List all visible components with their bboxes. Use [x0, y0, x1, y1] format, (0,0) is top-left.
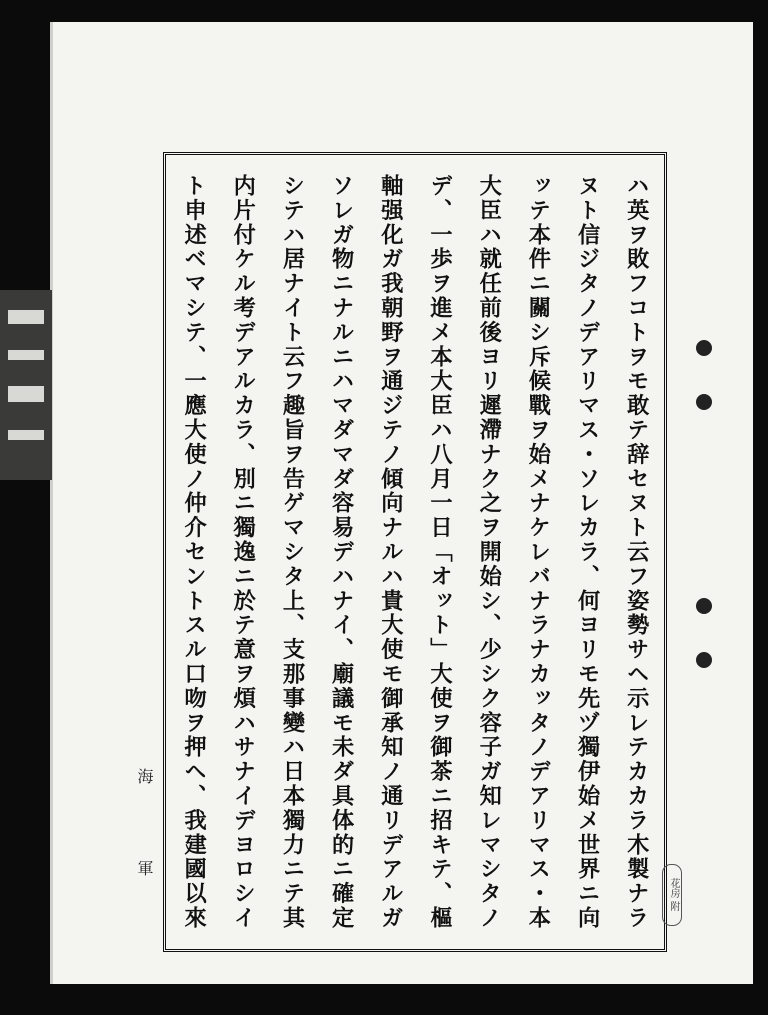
binding-hole-mark — [696, 394, 712, 410]
text-column-6: 軸强化ガ我朝野ヲ通ジテノ傾向ナルハ貴大使モ御承知ノ通リデアルガ — [377, 174, 404, 931]
text-column-10: ト申述ベマシテ、一應大使ノ仲介セントスル口吻ヲ押ヘ、我建國以來 — [180, 174, 207, 931]
body-text — [169, 158, 661, 946]
text-column-7: ソレガ物ニナルニハマダマダ容易デハナイ、廟議モ未ダ具体的ニ確定 — [328, 174, 355, 931]
binding-stripe — [8, 350, 44, 360]
binding-stripe — [8, 310, 44, 324]
text-frame — [163, 152, 667, 952]
binding-edge — [0, 290, 52, 480]
binding-hole-mark — [696, 598, 712, 614]
text-column-5: デ、一歩ヲ進メ本大臣ハ八月一日「オット」大使ヲ御茶ニ招キテ、樞 — [426, 174, 453, 931]
binding-stripe — [8, 386, 44, 402]
text-column-8: シテハ居ナイト云フ趣旨ヲ告ゲマシタ上、支那事變ハ日本獨力ニテ其 — [278, 174, 305, 931]
text-column-1: ハ英ヲ敗フコトヲモ敢テ辞セヌト云フ姿勢サヘ示レテカカラ木製ナラ — [623, 174, 650, 931]
document-page — [50, 22, 753, 984]
margin-label-bottom: 軍 — [135, 860, 154, 876]
binding-hole-mark — [696, 652, 712, 668]
text-column-3: ッテ本件ニ關シ斥候戰ヲ始メナケレバナラナカッタノデアリマス・本 — [524, 174, 551, 931]
binding-stripe — [8, 430, 44, 440]
page-stamp: 花房 附 — [662, 864, 682, 926]
text-column-4: 大臣ハ就任前後ヨリ遲滯ナク之ヲ開始シ、少シク容子ガ知レマシタノ — [475, 174, 502, 931]
text-column-2: ヌト信ジタノデアリマス・ソレカラ、何ヨリモ先ヅ獨伊始メ世界ニ向 — [574, 174, 601, 931]
binding-hole-mark — [696, 340, 712, 356]
margin-label-top: 海 — [135, 768, 154, 784]
text-column-9: 内片付ケル考デアルカラ、別ニ獨逸ニ於テ意ヲ煩ハサナイデヨロシイ — [229, 174, 256, 931]
